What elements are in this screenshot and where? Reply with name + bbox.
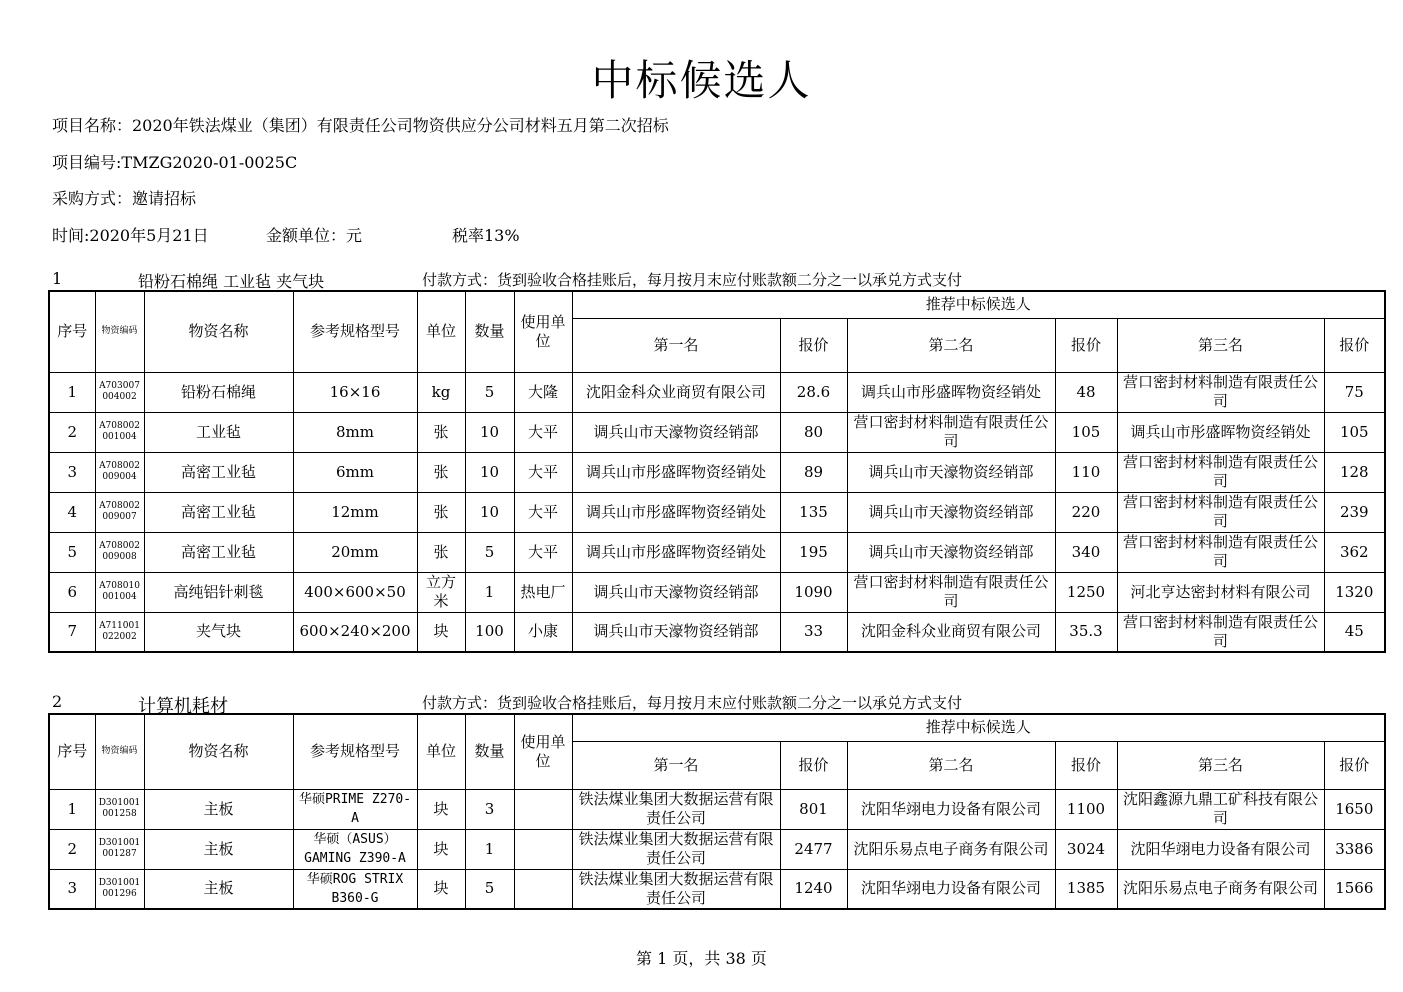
- header-unit: 单位: [417, 714, 465, 789]
- cell-price-3: 1566: [1324, 869, 1385, 909]
- cell-name: 高纯铝针刺毯: [144, 572, 293, 612]
- header-first: 第一名: [572, 318, 780, 372]
- cell-price-2: 110: [1055, 452, 1117, 492]
- table-row: [49, 492, 1385, 532]
- cell-name: 主板: [144, 869, 293, 909]
- header-code: 物资编码: [95, 714, 144, 789]
- cell-seq: 2: [49, 412, 95, 452]
- cell-price-2: 1385: [1055, 869, 1117, 909]
- cell-price-2: 1100: [1055, 789, 1117, 829]
- cell-price-3: 239: [1324, 492, 1385, 532]
- header-seq: 序号: [49, 714, 95, 789]
- cell-price-2: 340: [1055, 532, 1117, 572]
- cell-qty: 1: [465, 572, 514, 612]
- header-name: 物资名称: [144, 714, 293, 789]
- header-price: 报价: [780, 318, 847, 372]
- cell-price-1: 801: [780, 789, 847, 829]
- cell-dept: 大平: [514, 492, 572, 532]
- cell-qty: 5: [465, 372, 514, 412]
- cell-price-1: 89: [780, 452, 847, 492]
- cell-third: 营口密封材料制造有限责任公司: [1117, 532, 1324, 572]
- cell-code: A708002 009007: [95, 492, 144, 532]
- header-seq: 序号: [49, 291, 95, 372]
- header-name: 物资名称: [144, 291, 293, 372]
- candidates-table: [48, 290, 1386, 653]
- cell-code: A703007 004002: [95, 372, 144, 412]
- cell-qty: 10: [465, 492, 514, 532]
- cell-price-2: 3024: [1055, 829, 1117, 869]
- payment-terms: 付款方式：货到验收合格挂账后，每月按月末应付账款额二分之一以承兑方式支付: [422, 694, 963, 712]
- tax-rate: 税率13%: [452, 226, 520, 245]
- header-dept: 使用单位: [514, 714, 572, 789]
- section-number: 1: [52, 269, 63, 288]
- cell-dept: 小康: [514, 612, 572, 652]
- cell-price-2: 48: [1055, 372, 1117, 412]
- header-price: 报价: [1324, 318, 1385, 372]
- cell-price-3: 105: [1324, 412, 1385, 452]
- table-row: [49, 452, 1385, 492]
- cell-first: 调兵山市天濠物资经销部: [572, 412, 780, 452]
- cell-price-2: 220: [1055, 492, 1117, 532]
- cell-price-3: 362: [1324, 532, 1385, 572]
- cell-unit: 张: [417, 492, 465, 532]
- header-code: 物资编码: [95, 291, 144, 372]
- cell-price-3: 3386: [1324, 829, 1385, 869]
- cell-unit: 块: [417, 829, 465, 869]
- header-third: 第三名: [1117, 318, 1324, 372]
- cell-spec: 华硕PRIME Z270-A: [293, 789, 417, 829]
- cell-third: 沈阳鑫源九鼎工矿科技有限公司: [1117, 789, 1324, 829]
- cell-seq: 3: [49, 452, 95, 492]
- cell-qty: 10: [465, 452, 514, 492]
- cell-dept: 大隆: [514, 372, 572, 412]
- cell-first: 铁法煤业集团大数据运营有限责任公司: [572, 789, 780, 829]
- cell-spec: 8mm: [293, 412, 417, 452]
- cell-qty: 1: [465, 829, 514, 869]
- cell-third: 调兵山市彤盛晖物资经销处: [1117, 412, 1324, 452]
- header-second: 第二名: [847, 318, 1055, 372]
- cell-price-1: 33: [780, 612, 847, 652]
- cell-second: 沈阳华翊电力设备有限公司: [847, 789, 1055, 829]
- table-row: [49, 572, 1385, 612]
- cell-code: A708002 009004: [95, 452, 144, 492]
- cell-seq: 4: [49, 492, 95, 532]
- cell-name: 夹气块: [144, 612, 293, 652]
- candidates-table: [48, 713, 1386, 910]
- cell-price-3: 1650: [1324, 789, 1385, 829]
- page-title: 中标候选人: [591, 56, 812, 105]
- cell-third: 营口密封材料制造有限责任公司: [1117, 452, 1324, 492]
- header-dept: 使用单位: [514, 291, 572, 372]
- cell-price-1: 135: [780, 492, 847, 532]
- cell-spec: 400×600×50: [293, 572, 417, 612]
- cell-third: 沈阳华翊电力设备有限公司: [1117, 829, 1324, 869]
- section-category: 计算机耗材: [138, 696, 228, 717]
- cell-first: 铁法煤业集团大数据运营有限责任公司: [572, 869, 780, 909]
- cell-second: 调兵山市彤盛晖物资经销处: [847, 372, 1055, 412]
- cell-name: 主板: [144, 789, 293, 829]
- cell-dept: [514, 829, 572, 869]
- cell-first: 调兵山市彤盛晖物资经销处: [572, 492, 780, 532]
- cell-spec: 6mm: [293, 452, 417, 492]
- date-text: 时间:2020年5月21日: [52, 226, 209, 245]
- cell-price-3: 75: [1324, 372, 1385, 412]
- header-first: 第一名: [572, 741, 780, 789]
- cell-unit: 张: [417, 412, 465, 452]
- cell-price-2: 1250: [1055, 572, 1117, 612]
- cell-name: 高密工业毡: [144, 492, 293, 532]
- cell-first: 调兵山市彤盛晖物资经销处: [572, 452, 780, 492]
- table-row: [49, 829, 1385, 869]
- cell-spec: 16×16: [293, 372, 417, 412]
- currency-unit: 金额单位：元: [266, 226, 363, 245]
- cell-name: 铅粉石棉绳: [144, 372, 293, 412]
- table-row: [49, 869, 1385, 909]
- cell-spec: 华硕ROG STRIX B360-G: [293, 869, 417, 909]
- cell-dept: [514, 869, 572, 909]
- cell-second: 调兵山市天濠物资经销部: [847, 532, 1055, 572]
- cell-code: D301001 001258: [95, 789, 144, 829]
- cell-second: 营口密封材料制造有限责任公司: [847, 412, 1055, 452]
- header-unit: 单位: [417, 291, 465, 372]
- payment-terms: 付款方式：货到验收合格挂账后，每月按月末应付账款额二分之一以承兑方式支付: [422, 271, 963, 289]
- header-spec: 参考规格型号: [293, 714, 417, 789]
- cell-price-1: 195: [780, 532, 847, 572]
- cell-price-2: 35.3: [1055, 612, 1117, 652]
- cell-second: 沈阳华翊电力设备有限公司: [847, 869, 1055, 909]
- cell-spec: 华硕（ASUS） GAMING Z390-A: [293, 829, 417, 869]
- cell-seq: 1: [49, 789, 95, 829]
- cell-price-1: 28.6: [780, 372, 847, 412]
- cell-dept: [514, 789, 572, 829]
- cell-price-1: 1240: [780, 869, 847, 909]
- date-currency-tax-line: [52, 223, 520, 246]
- cell-second: 沈阳金科众业商贸有限公司: [847, 612, 1055, 652]
- cell-seq: 5: [49, 532, 95, 572]
- cell-first: 调兵山市彤盛晖物资经销处: [572, 532, 780, 572]
- cell-unit: 块: [417, 869, 465, 909]
- table-row: [49, 412, 1385, 452]
- cell-unit: 块: [417, 789, 465, 829]
- cell-unit: 张: [417, 452, 465, 492]
- header-third: 第三名: [1117, 741, 1324, 789]
- table-row: [49, 372, 1385, 412]
- table-row: [49, 789, 1385, 829]
- cell-price-3: 1320: [1324, 572, 1385, 612]
- cell-price-2: 105: [1055, 412, 1117, 452]
- cell-dept: 大平: [514, 452, 572, 492]
- table-row: [49, 532, 1385, 572]
- cell-name: 高密工业毡: [144, 532, 293, 572]
- cell-qty: 5: [465, 532, 514, 572]
- cell-seq: 3: [49, 869, 95, 909]
- cell-seq: 6: [49, 572, 95, 612]
- cell-qty: 3: [465, 789, 514, 829]
- procurement-method: 采购方式：邀请招标: [52, 189, 197, 208]
- cell-dept: 大平: [514, 532, 572, 572]
- cell-first: 调兵山市天濠物资经销部: [572, 572, 780, 612]
- cell-qty: 10: [465, 412, 514, 452]
- cell-seq: 7: [49, 612, 95, 652]
- cell-spec: 600×240×200: [293, 612, 417, 652]
- cell-third: 沈阳乐易点电子商务有限公司: [1117, 869, 1324, 909]
- cell-unit: 块: [417, 612, 465, 652]
- header-qty: 数量: [465, 714, 514, 789]
- section-category: 铅粉石棉绳 工业毡 夹气块: [138, 272, 325, 291]
- cell-third: 营口密封材料制造有限责任公司: [1117, 612, 1324, 652]
- cell-price-3: 45: [1324, 612, 1385, 652]
- header-second: 第二名: [847, 741, 1055, 789]
- cell-code: D301001 001287: [95, 829, 144, 869]
- cell-third: 河北亨达密封材料有限公司: [1117, 572, 1324, 612]
- cell-code: D301001 001296: [95, 869, 144, 909]
- cell-seq: 2: [49, 829, 95, 869]
- cell-second: 调兵山市天濠物资经销部: [847, 492, 1055, 532]
- cell-name: 工业毡: [144, 412, 293, 452]
- cell-second: 营口密封材料制造有限责任公司: [847, 572, 1055, 612]
- header-qty: 数量: [465, 291, 514, 372]
- header-price: 报价: [1324, 741, 1385, 789]
- cell-first: 沈阳金科众业商贸有限公司: [572, 372, 780, 412]
- cell-price-1: 2477: [780, 829, 847, 869]
- section-heading: [52, 269, 1342, 291]
- cell-price-3: 128: [1324, 452, 1385, 492]
- header-recommend: 推荐中标候选人: [572, 714, 1385, 741]
- cell-unit: kg: [417, 372, 465, 412]
- cell-seq: 1: [49, 372, 95, 412]
- cell-spec: 12mm: [293, 492, 417, 532]
- cell-code: A708010 001004: [95, 572, 144, 612]
- cell-third: 营口密封材料制造有限责任公司: [1117, 492, 1324, 532]
- cell-second: 沈阳乐易点电子商务有限公司: [847, 829, 1055, 869]
- cell-name: 主板: [144, 829, 293, 869]
- cell-dept: 大平: [514, 412, 572, 452]
- table-row: [49, 612, 1385, 652]
- cell-qty: 100: [465, 612, 514, 652]
- cell-price-1: 80: [780, 412, 847, 452]
- cell-first: 调兵山市天濠物资经销部: [572, 612, 780, 652]
- project-name: 项目名称：2020年铁法煤业（集团）有限责任公司物资供应分公司材料五月第二次招标: [52, 116, 669, 135]
- cell-spec: 20mm: [293, 532, 417, 572]
- cell-code: A708002 001004: [95, 412, 144, 452]
- cell-unit: 张: [417, 532, 465, 572]
- header-price: 报价: [1055, 741, 1117, 789]
- cell-first: 铁法煤业集团大数据运营有限责任公司: [572, 829, 780, 869]
- section-number: 2: [52, 692, 63, 711]
- cell-qty: 5: [465, 869, 514, 909]
- header-recommend: 推荐中标候选人: [572, 291, 1385, 318]
- cell-unit: 立方米: [417, 572, 465, 612]
- cell-code: A711001 022002: [95, 612, 144, 652]
- page-indicator: 第 1 页，共 38 页: [636, 949, 767, 968]
- project-number: 项目编号:TMZG2020-01-0025C: [52, 153, 298, 172]
- header-price: 报价: [1055, 318, 1117, 372]
- cell-third: 营口密封材料制造有限责任公司: [1117, 372, 1324, 412]
- cell-price-1: 1090: [780, 572, 847, 612]
- section-heading: [52, 692, 1342, 717]
- cell-dept: 热电厂: [514, 572, 572, 612]
- header-spec: 参考规格型号: [293, 291, 417, 372]
- cell-second: 调兵山市天濠物资经销部: [847, 452, 1055, 492]
- header-price: 报价: [780, 741, 847, 789]
- cell-name: 高密工业毡: [144, 452, 293, 492]
- cell-code: A708002 009008: [95, 532, 144, 572]
